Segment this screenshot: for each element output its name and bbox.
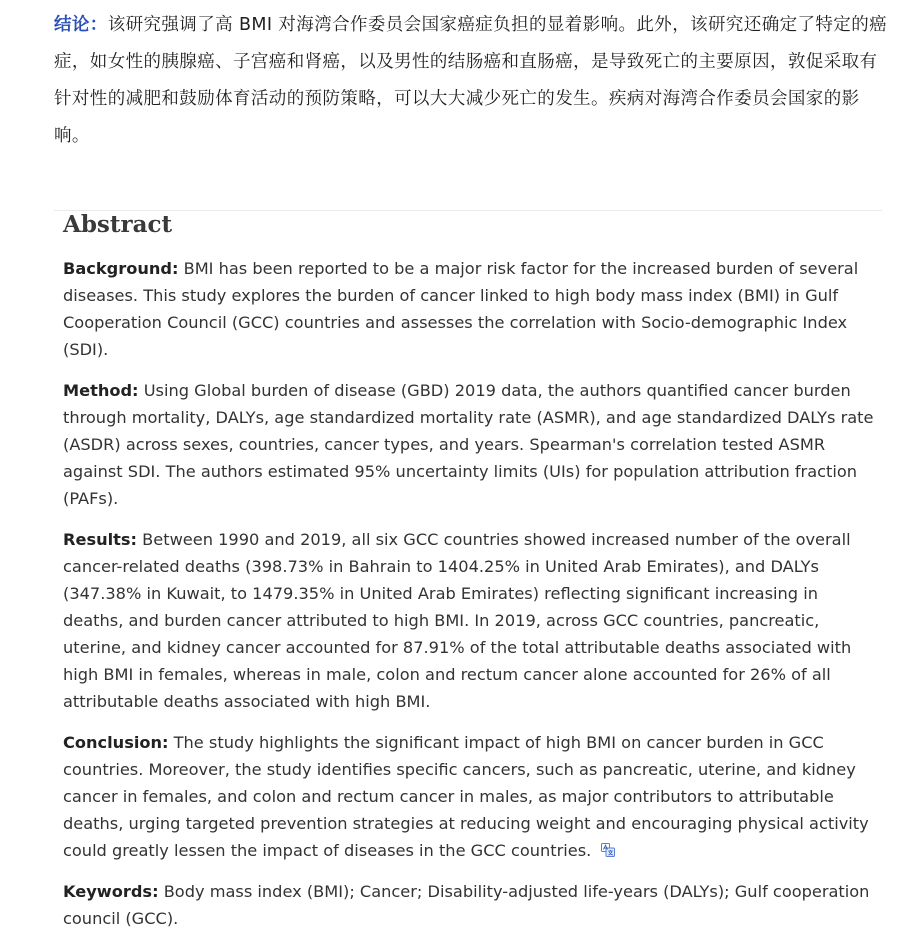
conclusion-text: The study highlights the significant impact of high BMI on cancer burden in GCC countries. Moreover, the study identifies specific cancers, such as pancreatic, uterine, and kidney cancer in females, and colon and rectum cancer in males, as major contributors to attributable deaths, urging targeted prevention strategies at reducing weight and encouraging physical activity could greatly lessen the impact of diseases in the GCC countries. [63,733,869,860]
results-label: Results: [63,530,137,549]
abstract-heading: Abstract [63,211,173,238]
conclusion-label: Conclusion: [63,733,169,752]
translated-conclusion [54,7,894,155]
background-label: Background: [63,259,179,278]
background-text: BMI has been reported to be a major risk factor for the increased burden of several diseases. This study explores the burden of cancer linked to high body mass index (BMI) in Gulf Cooperation Council (GCC) countries and assesses the correlation with Socio-demographic Index (SDI). [63,259,859,359]
results-text: Between 1990 and 2019, all six GCC countries showed increased number of the overall cancer-related deaths (398.73% in Bahrain to 1404.25% in United Arab Emirates), and DALYs (347.38% in Kuwait, to 1479.35% in United Arab Emirates) reflecting significant increasing in deaths, and burden cancer attributed to high BMI. In 2019, across GCC countries, pancreatic, uterine, and kidney cancer accounted for 87.91% of the total attributable deaths associated with high BMI in females, whereas in male, colon and rectum cancer alone accounted for 26% of all attributable deaths associated with high BMI. [63,530,852,711]
keywords-label: Keywords: [63,882,159,901]
abstract-background [63,255,879,363]
keywords-text: Body mass index (BMI); Cancer; Disability-adjusted life-years (DALYs); Gulf cooperation council (GCC). [63,882,870,928]
method-label: Method: [63,381,139,400]
translated-conclusion-label: 结论： [54,15,108,35]
abstract-conclusion [63,729,879,864]
abstract-method [63,377,879,512]
abstract-keywords [63,878,879,932]
abstract-results [63,526,879,715]
method-text: Using Global burden of disease (GBD) 2019 data, the authors quantified cancer burden through mortality, DALYs, age standardized mortality rate (ASMR), and age standardized DALYs rate (ASDR) across sexes, countries, cancer types, and years. Spearman's correlation tested ASMR against SDI. The authors estimated 95% uncertainty limits (UIs) for population attribution fraction (PAFs). [63,381,874,508]
translated-conclusion-text: 该研究强调了高 BMI 对海湾合作委员会国家癌症负担的显着影响。此外，该研究还确定了特定的癌症，如女性的胰腺癌、子宫癌和肾癌，以及男性的结肠癌和直肠癌，是导致死亡的主要原因，敦促采取有针对性的减肥和鼓励体育活动的预防策略，可以大大减少死亡的发生。疾病对海湾合作委员会国家的影响。 [54,15,887,146]
translate-icon[interactable] [601,838,615,852]
abstract-section [63,207,879,932]
